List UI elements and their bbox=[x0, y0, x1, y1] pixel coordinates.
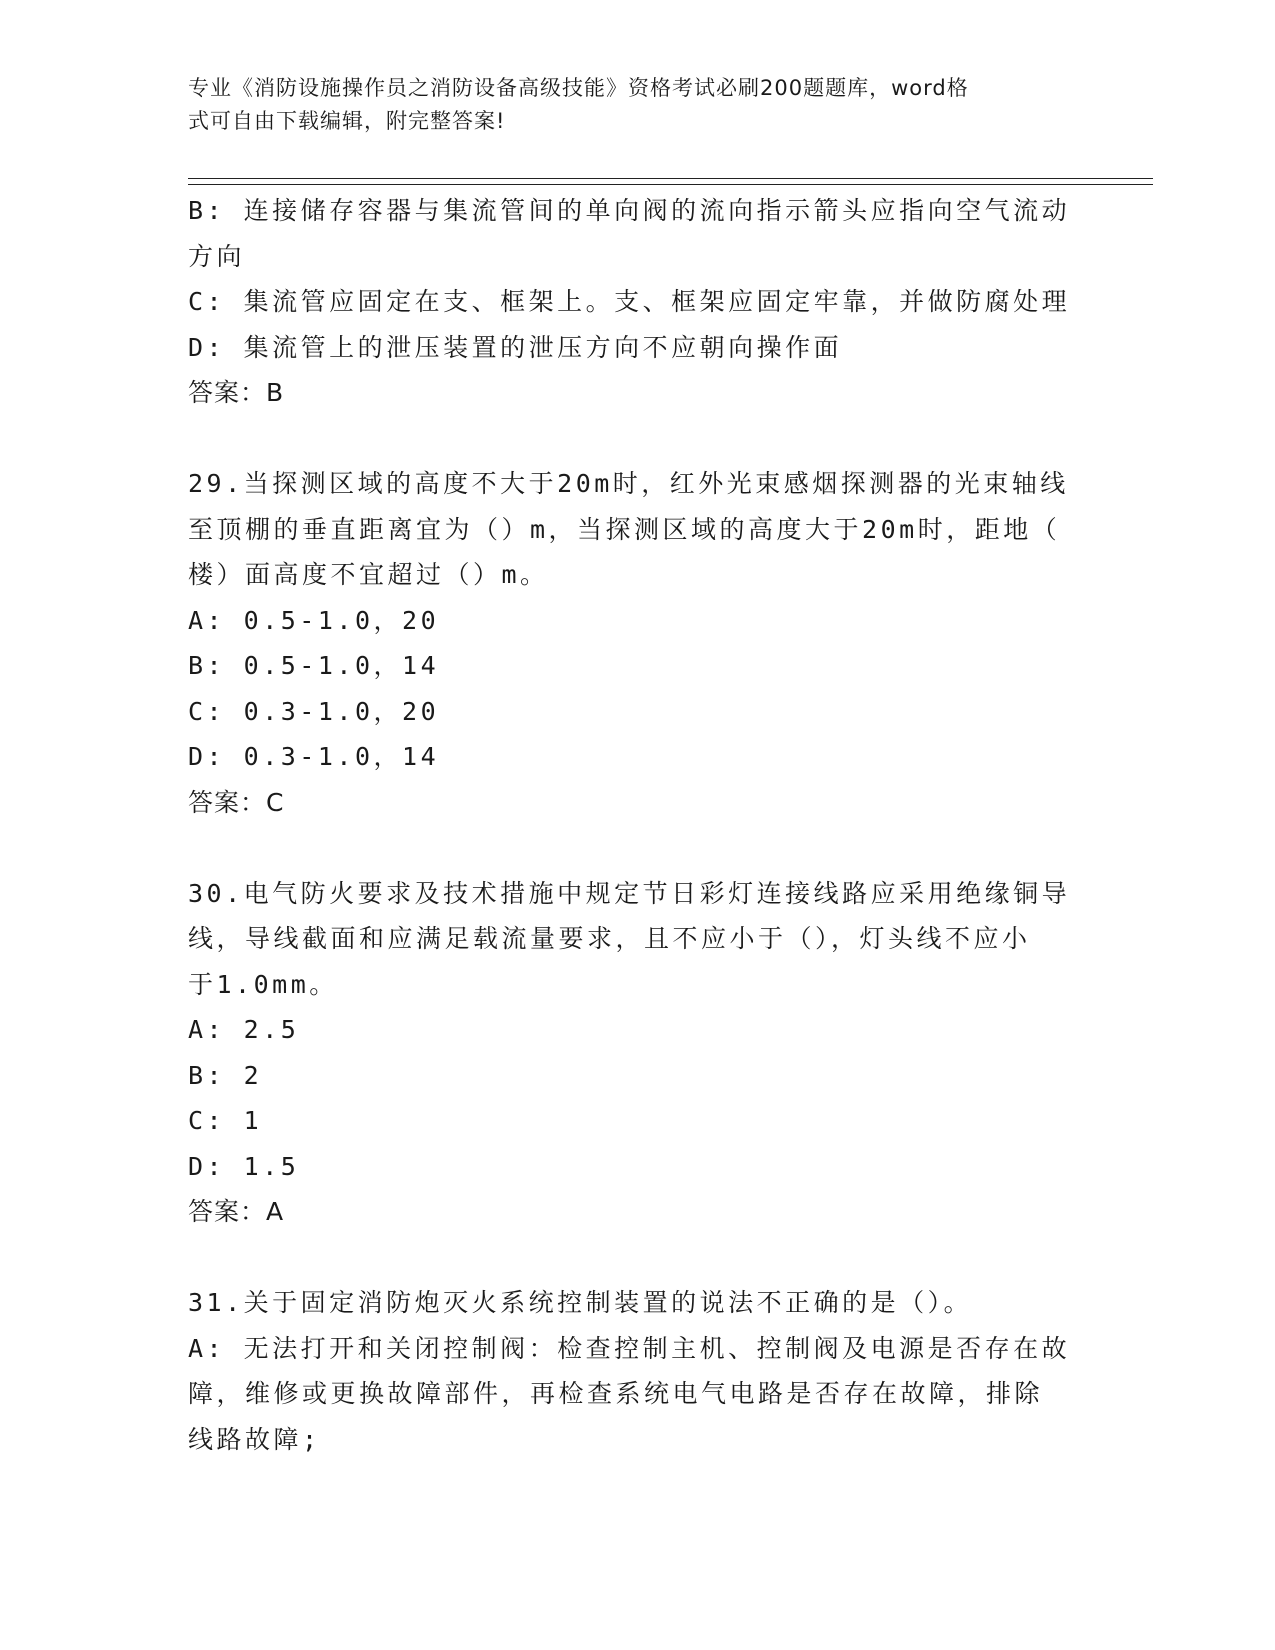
document-header bbox=[188, 72, 1068, 138]
option-b-line-1: B: 连接储存容器与集流管间的单向阀的流向指示箭头应指向空气流动 bbox=[188, 196, 1071, 225]
header-line-1: 专业《消防设施操作员之消防设备高级技能》资格考试必刷200题题库，word格 bbox=[188, 76, 969, 100]
question-28-continued bbox=[188, 188, 1088, 416]
question-30 bbox=[188, 871, 1088, 1235]
option-d: D: 集流管上的泄压装置的泄压方向不应朝向操作面 bbox=[188, 332, 843, 362]
option-c: C: 0.3-1.0，20 bbox=[188, 696, 440, 726]
answer-label: 答案：C bbox=[188, 787, 285, 817]
option-c: C: 1 bbox=[188, 1106, 263, 1135]
header-line-2: 式可自由下载编辑，附完整答案! bbox=[188, 109, 506, 133]
option-a-line-2: 障，维修或更换故障部件，再检查系统电气电路是否存在故障，排除 bbox=[188, 1379, 1044, 1408]
option-b: B: 0.5-1.0，14 bbox=[188, 651, 440, 680]
question-stem-line-2: 至顶棚的垂直距离宜为（）m，当探测区域的高度大于20m时，距地（ bbox=[188, 514, 1061, 544]
header-rule-top bbox=[188, 178, 1153, 179]
option-a: A: 0.5-1.0，20 bbox=[188, 605, 440, 635]
question-stem-line-1: 31.关于固定消防炮灭火系统控制装置的说法不正确的是（）。 bbox=[188, 1288, 973, 1317]
question-stem-line-2: 线，导线截面和应满足载流量要求，且不应小于（），灯头线不应小 bbox=[188, 924, 1031, 953]
spacer bbox=[188, 416, 1088, 462]
question-stem-line-3: 于1.0mm。 bbox=[188, 969, 338, 999]
option-b-line-2: 方向 bbox=[188, 241, 246, 271]
question-stem-line-1: 30.电气防火要求及技术措施中规定节日彩灯连接线路应采用绝缘铜导 bbox=[188, 878, 1071, 908]
header-rule-bottom bbox=[188, 184, 1153, 185]
spacer bbox=[188, 825, 1088, 871]
question-31 bbox=[188, 1280, 1088, 1462]
spacer bbox=[188, 1235, 1088, 1281]
option-a-line-1: A: 无法打开和关闭控制阀：检查控制主机、控制阀及电源是否存在故 bbox=[188, 1333, 1071, 1363]
question-stem-line-3: 楼）面高度不宜超过（）m。 bbox=[188, 560, 549, 589]
question-29 bbox=[188, 461, 1088, 825]
option-d: D: 0.3-1.0，14 bbox=[188, 742, 440, 771]
question-stem-line-1: 29.当探测区域的高度不大于20m时，红外光束感烟探测器的光束轴线 bbox=[188, 469, 1069, 498]
answer-label: 答案：B bbox=[188, 378, 285, 407]
option-c: C: 集流管应固定在支、框架上。支、框架应固定牢靠，并做防腐处理 bbox=[188, 287, 1071, 316]
option-a: A: 2.5 bbox=[188, 1015, 300, 1044]
option-a-line-3: 线路故障; bbox=[188, 1424, 321, 1454]
option-b: B: 2 bbox=[188, 1060, 263, 1090]
option-d: D: 1.5 bbox=[188, 1151, 300, 1181]
document-body bbox=[188, 188, 1088, 1462]
answer-label: 答案：A bbox=[188, 1197, 285, 1226]
